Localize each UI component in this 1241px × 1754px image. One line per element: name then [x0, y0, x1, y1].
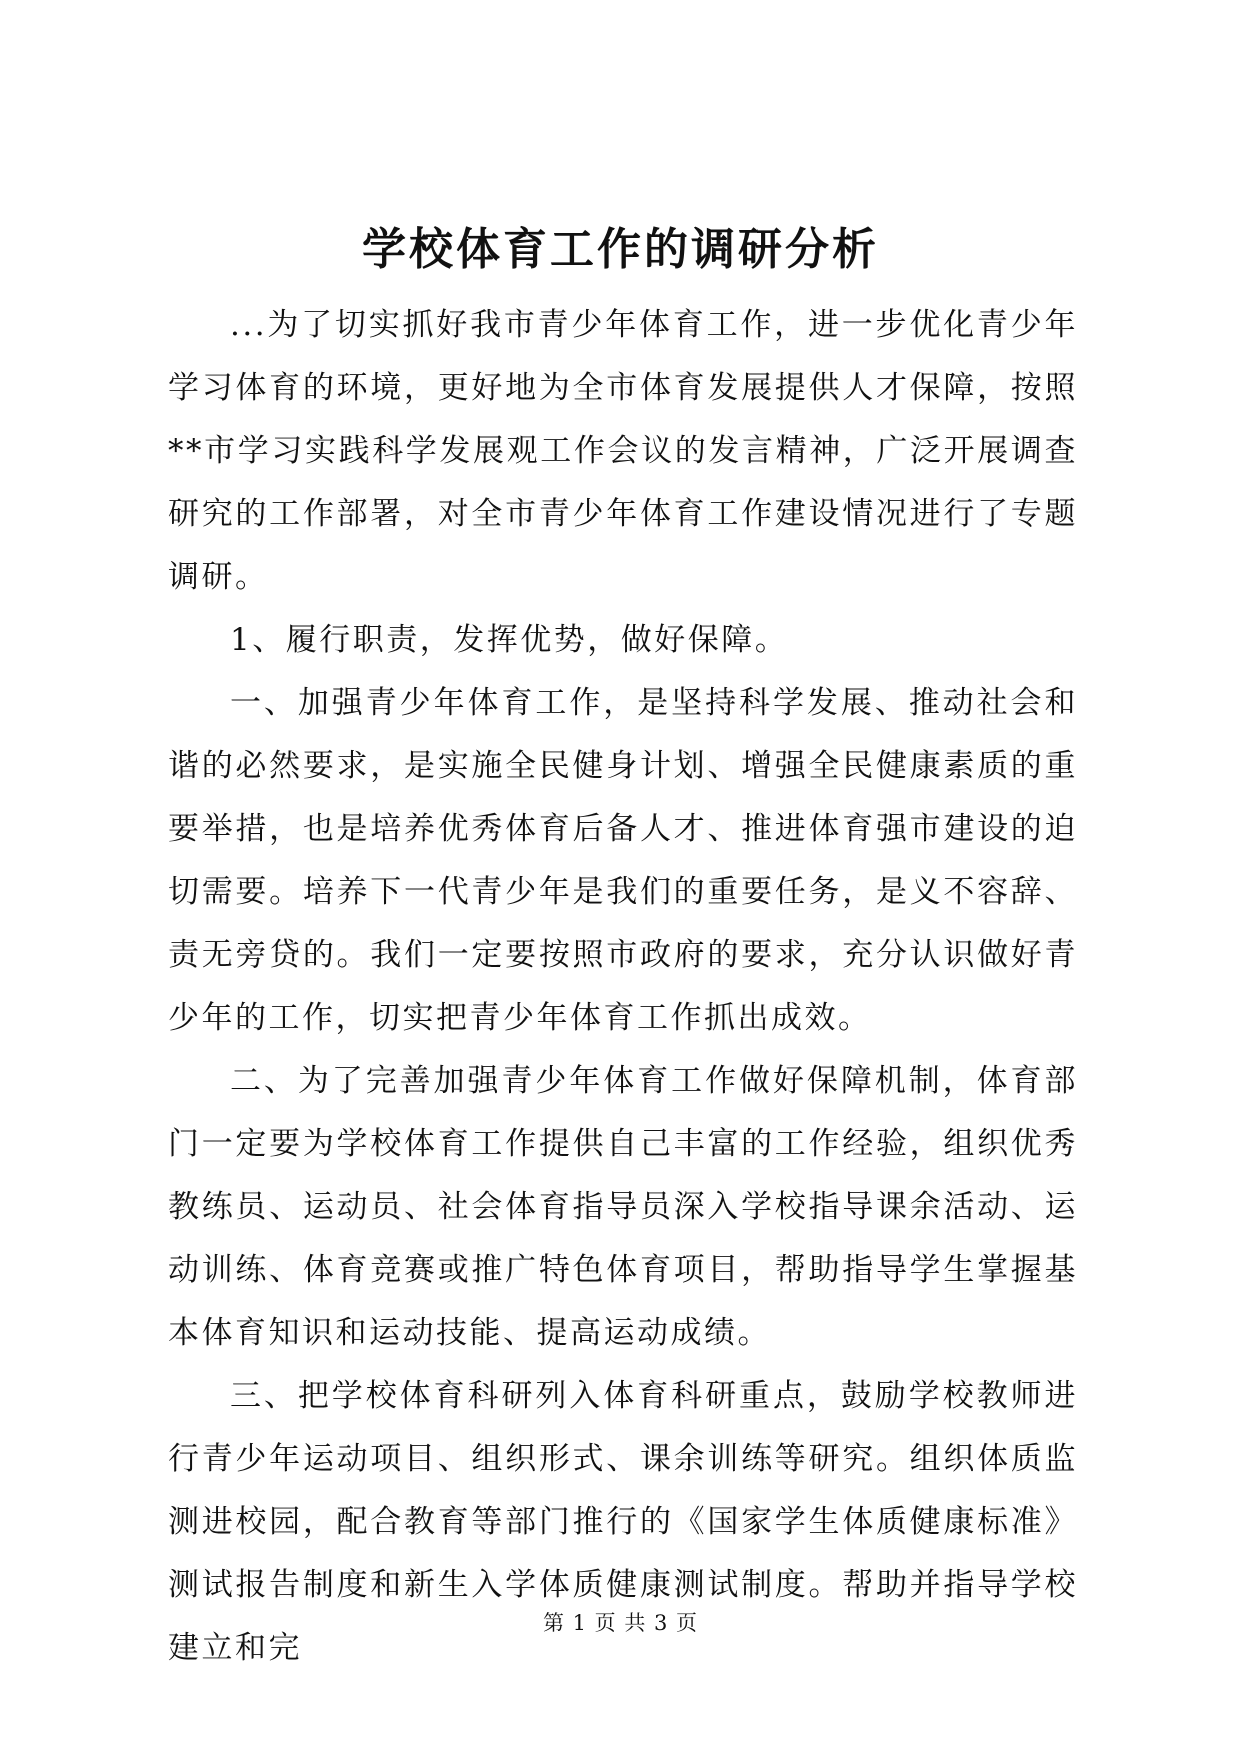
paragraph-section-3: 三、把学校体育科研列入体育科研重点，鼓励学校教师进行青少年运动项目、组织形式、课余训练等研究。组织体质监测进校园，配合教育等部门推行的《国家学生体质健康标准》测试报告制度和新生入学体质健康测试制度。帮助并指导学校建立和完	[168, 1378, 1078, 1666]
paragraph-intro: ...为了切实抓好我市青少年体育工作，进一步优化青少年学习体育的环境，更好地为全市体育发展提供人才保障，按照**市学习实践科学发展观工作会议的发言精神，广泛开展调查研究的工作部署，对全市青少年体育工作建设情况进行了专题调研。	[168, 307, 1078, 595]
paragraph-section-1: 一、加强青少年体育工作，是坚持科学发展、推动社会和谐的必然要求，是实施全民健身计划、增强全民健康素质的重要举措，也是培养优秀体育后备人才、推进体育强市建设的迫切需要。培养下一代青少年是我们的重要任务，是义不容辞、责无旁贷的。我们一定要按照市政府的要求，充分认识做好青少年的工作，切实把青少年体育工作抓出成效。	[168, 685, 1078, 1036]
document-body	[168, 294, 1078, 1680]
page-number-footer: 第 1 页 共 3 页	[542, 1611, 699, 1635]
paragraph-section-2: 二、为了完善加强青少年体育工作做好保障机制，体育部门一定要为学校体育工作提供自己丰富的工作经验，组织优秀教练员、运动员、社会体育指导员深入学校指导课余活动、运动训练、体育竞赛或推广特色体育项目，帮助指导学生掌握基本体育知识和运动技能、提高运动成绩。	[168, 1063, 1078, 1351]
paragraph-heading-1: 1、履行职责，发挥优势，做好保障。	[230, 622, 789, 658]
document-title: 学校体育工作的调研分析	[362, 224, 879, 275]
